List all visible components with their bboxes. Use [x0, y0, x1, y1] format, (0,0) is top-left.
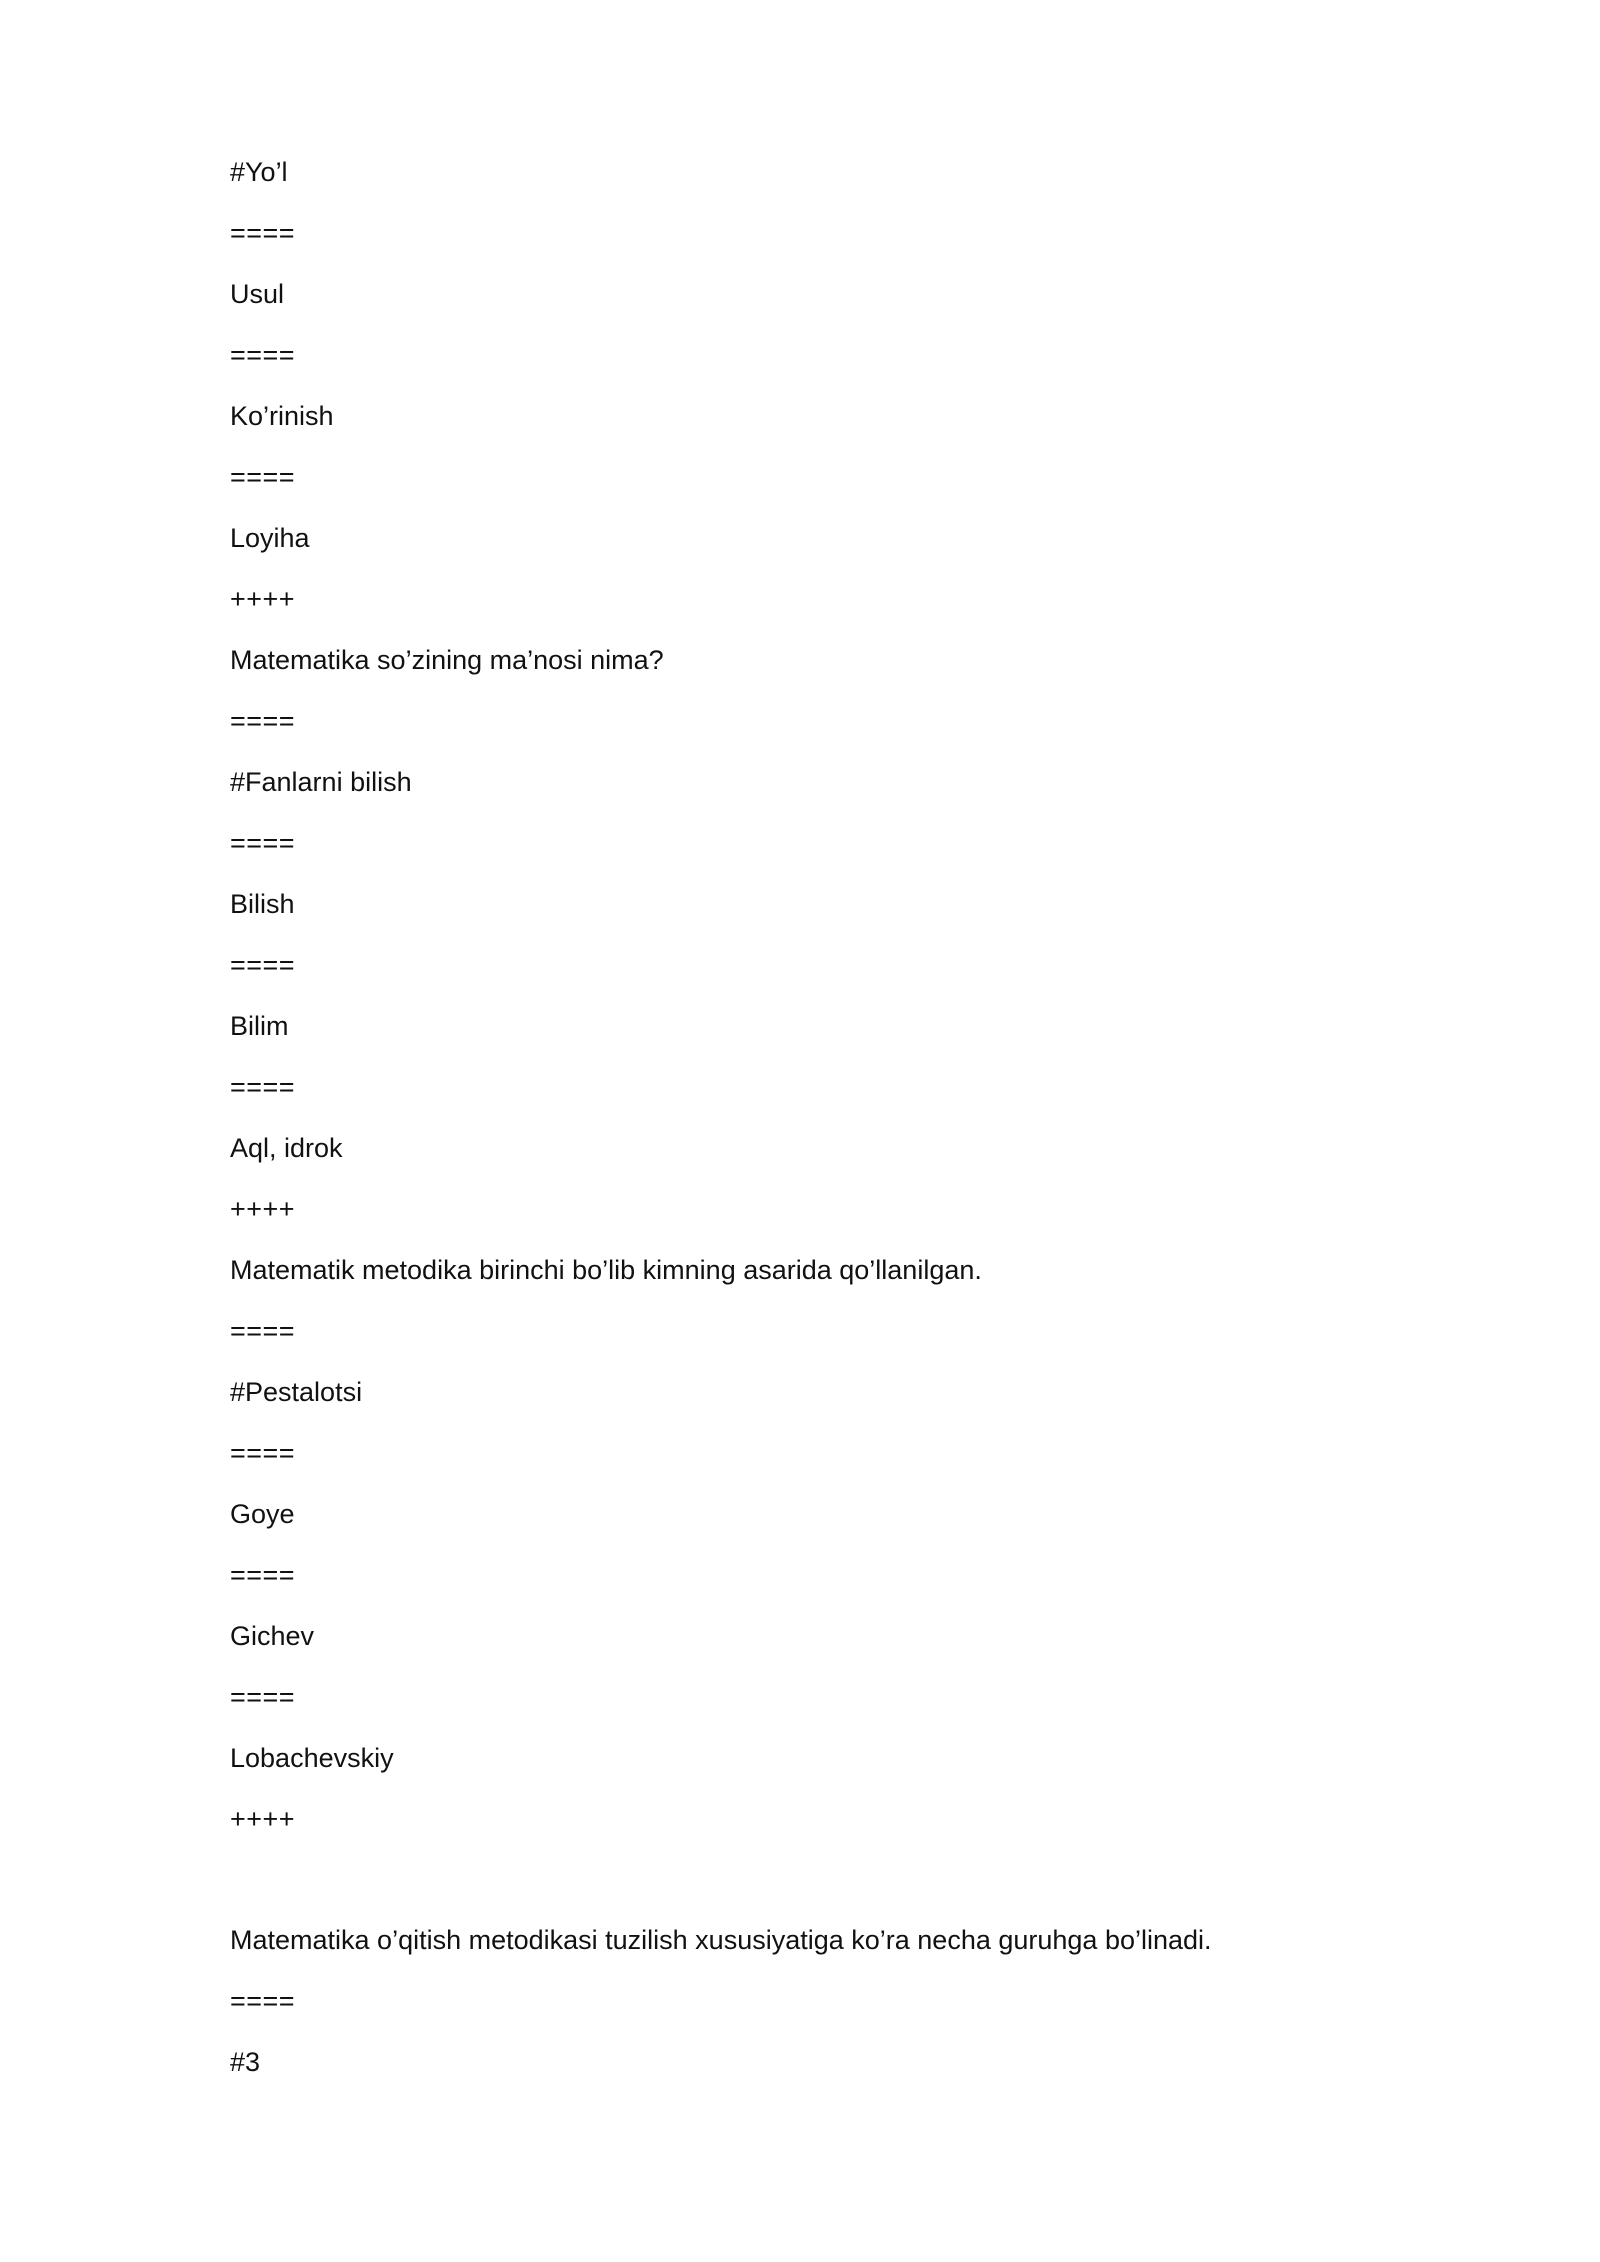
- question-separator: ++++: [230, 584, 296, 614]
- answer-option: Bilish: [230, 889, 295, 919]
- option-separator: ====: [230, 462, 296, 492]
- question-separator: ++++: [230, 1804, 296, 1834]
- option-separator: ====: [230, 1438, 296, 1468]
- option-separator: ====: [230, 340, 296, 370]
- answer-option: Aql, idrok: [230, 1133, 343, 1163]
- option-separator: ====: [230, 218, 296, 248]
- answer-option: Gichev: [230, 1621, 315, 1651]
- answer-option-correct: #Yo’l: [230, 157, 288, 187]
- answer-option: Loyiha: [230, 523, 310, 553]
- answer-option: Ko’rinish: [230, 401, 334, 431]
- option-separator: ====: [230, 1560, 296, 1590]
- answer-option-correct: #Fanlarni bilish: [230, 767, 412, 797]
- option-separator: ====: [230, 1072, 296, 1102]
- option-separator: ====: [230, 1316, 296, 1346]
- answer-option-correct: #3: [230, 2047, 261, 2077]
- answer-option: Goye: [230, 1499, 295, 1529]
- option-separator: ====: [230, 1682, 296, 1712]
- option-separator: ====: [230, 950, 296, 980]
- option-separator: ====: [230, 828, 296, 858]
- option-separator: ====: [230, 1986, 296, 2016]
- answer-option: Bilim: [230, 1011, 289, 1041]
- answer-option: Usul: [230, 279, 285, 309]
- answer-option: Lobachevskiy: [230, 1743, 394, 1773]
- answer-option-correct: #Pestalotsi: [230, 1377, 363, 1407]
- question-text: Matematika o’qitish metodikasi tuzilish xususiyatiga ko’ra necha guruhga bo’linadi.: [230, 1925, 1212, 1955]
- question-separator: ++++: [230, 1194, 296, 1224]
- option-separator: ====: [230, 706, 296, 736]
- question-text: Matematika so’zining ma’nosi nima?: [230, 645, 664, 675]
- question-text: Matematik metodika birinchi bo’lib kimning asarida qo’llanilgan.: [230, 1255, 982, 1285]
